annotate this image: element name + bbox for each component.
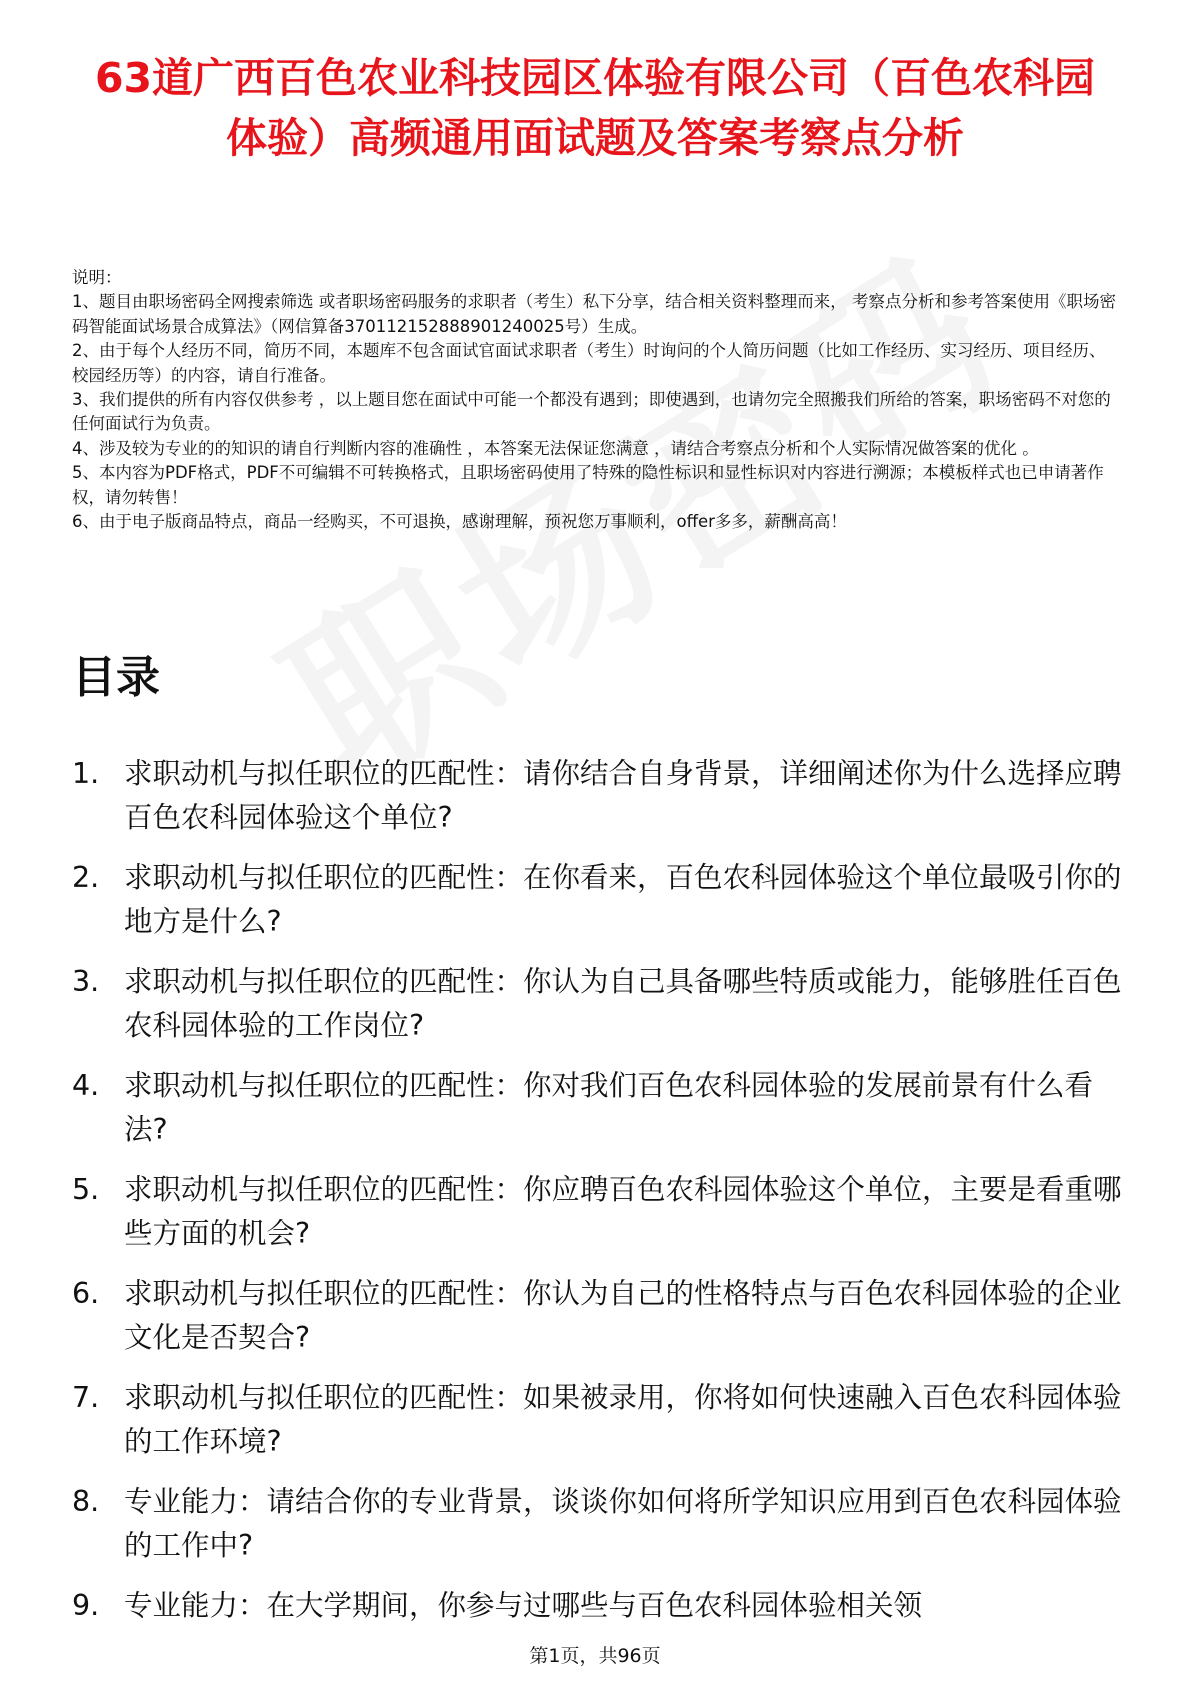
toc-item-1[interactable] bbox=[72, 752, 1127, 839]
toc-item-4[interactable] bbox=[72, 1064, 1127, 1151]
toc-item-6[interactable] bbox=[72, 1272, 1127, 1359]
toc-item-text: 求职动机与拟任职位的匹配性：你对我们百色农科园体验的发展前景有什么看法? bbox=[124, 1069, 1094, 1146]
toc-item-text: 求职动机与拟任职位的匹配性：你认为自己具备哪些特质或能力，能够胜任百色农科园体验的工作岗位? bbox=[124, 965, 1122, 1042]
toc-item-7[interactable] bbox=[72, 1376, 1127, 1463]
toc-item-text: 求职动机与拟任职位的匹配性：你应聘百色农科园体验这个单位，主要是看重哪些方面的机会? bbox=[124, 1173, 1122, 1250]
toc-item-text: 专业能力：在大学期间，你参与过哪些与百色农科园体验相关领 bbox=[124, 1589, 923, 1622]
toc-item-3[interactable] bbox=[72, 960, 1127, 1047]
note-item-3: 3、我们提供的所有内容仅供参考 ，以上题目您在面试中可能一个都没有遇到；即使遇到，也请勿完全照搬我们所给的答案，职场密码不对您的任何面试行为负责。 bbox=[72, 390, 1111, 434]
note-item-6: 6、由于电子版商品特点，商品一经购买，不可退换，感谢理解，预祝您万事顺利，offer多多，薪酬高高！ bbox=[72, 512, 847, 532]
toc-item-2[interactable] bbox=[72, 856, 1127, 943]
toc-item-5[interactable] bbox=[72, 1168, 1127, 1255]
toc-item-number: 6. bbox=[72, 1277, 100, 1310]
toc-item-number: 2. bbox=[72, 861, 100, 894]
toc-item-text: 求职动机与拟任职位的匹配性：请你结合自身背景，详细阐述你为什么选择应聘百色农科园体验这个单位? bbox=[124, 757, 1122, 834]
toc-item-text: 求职动机与拟任职位的匹配性：你认为自己的性格特点与百色农科园体验的企业文化是否契合? bbox=[124, 1277, 1122, 1354]
toc-item-number: 3. bbox=[72, 965, 100, 998]
toc-item-number: 9. bbox=[72, 1589, 100, 1622]
note-item-4: 4、涉及较为专业的的知识的请自行判断内容的准确性 ，本答案无法保证您满意 ，请结合考察点分析和个人实际情况做答案的优化 。 bbox=[72, 438, 1039, 458]
toc-item-9[interactable] bbox=[72, 1584, 1127, 1628]
toc-item-number: 4. bbox=[72, 1069, 100, 1102]
toc-item-8[interactable] bbox=[72, 1480, 1127, 1567]
toc-item-text: 求职动机与拟任职位的匹配性：在你看来，百色农科园体验这个单位最吸引你的地方是什么? bbox=[124, 861, 1122, 938]
note-item-2: 2、由于每个人经历不同，简历不同，本题库不包含面试官面试求职者（考生）时询问的个人简历问题（比如工作经历、实习经历、项目经历、校园经历等）的内容，请自行准备。 bbox=[72, 341, 1106, 385]
page-number-footer: 第1页，共96页 bbox=[529, 1645, 661, 1667]
notes-section bbox=[72, 266, 1120, 534]
toc-item-text: 求职动机与拟任职位的匹配性：如果被录用，你将如何快速融入百色农科园体验的工作环境? bbox=[124, 1381, 1122, 1458]
document-title: 63道广西百色农业科技园区体验有限公司（百色农科园体验）高频通用面试题及答案考察点分析 bbox=[94, 54, 1096, 162]
note-item-1: 1、题目由职场密码全网搜索筛选 或者职场密码服务的求职者（考生）私下分享，结合相关资料整理而来， 考察点分析和参考答案使用《职场密码智能面试场景合成算法》（网信算备370112152888901240025号）生成。 bbox=[72, 292, 1116, 336]
toc-item-number: 7. bbox=[72, 1381, 100, 1414]
toc-list bbox=[72, 752, 1127, 1645]
note-item-5: 5、本内容为PDF格式，PDF不可编辑不可转换格式，且职场密码使用了特殊的隐性标识和显性标识对内容进行溯源；本模板样式也已申请著作权，请勿转售！ bbox=[72, 463, 1104, 507]
toc-item-number: 1. bbox=[72, 757, 100, 790]
toc-heading: 目录 bbox=[72, 652, 160, 703]
notes-heading: 说明： bbox=[72, 268, 122, 287]
toc-item-number: 8. bbox=[72, 1485, 100, 1518]
toc-item-text: 专业能力：请结合你的专业背景，谈谈你如何将所学知识应用到百色农科园体验的工作中? bbox=[124, 1485, 1122, 1562]
toc-item-number: 5. bbox=[72, 1173, 100, 1206]
